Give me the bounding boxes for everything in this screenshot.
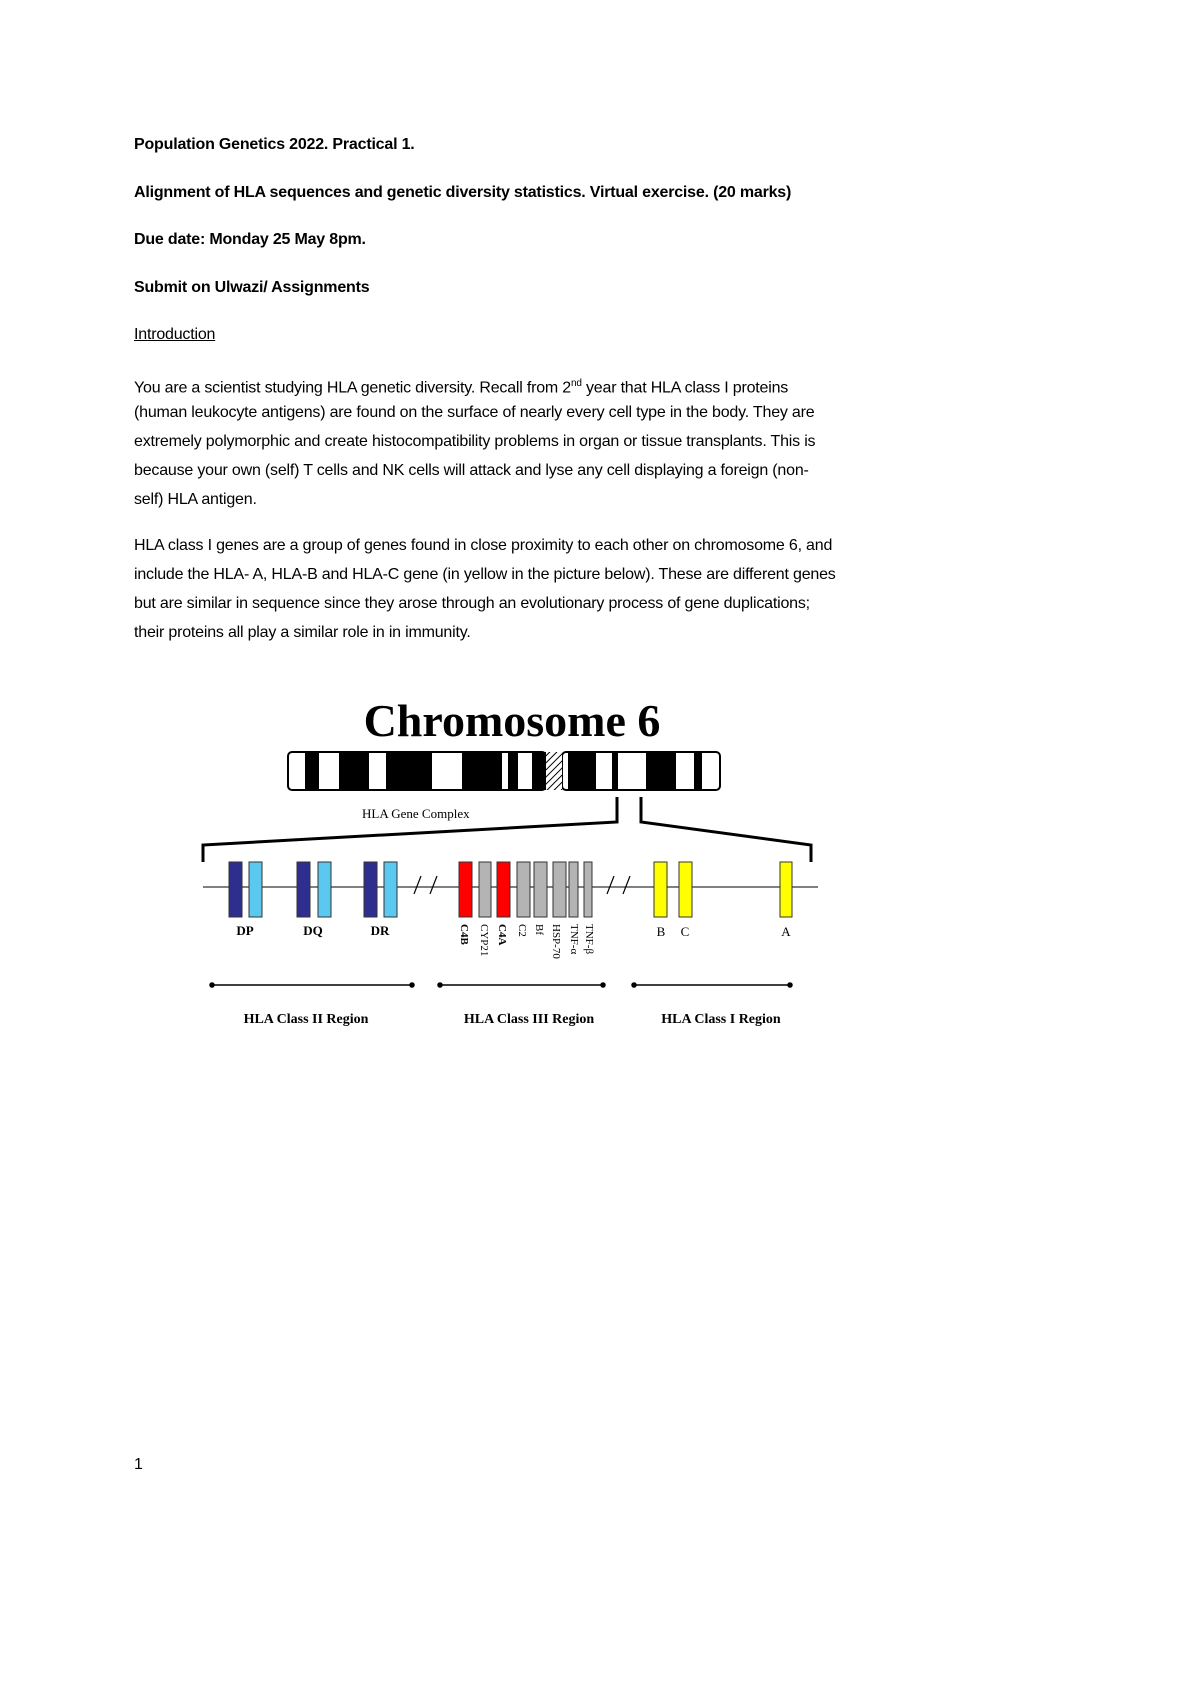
zoom-bracket xyxy=(203,797,811,862)
gene-box-tnf-alpha xyxy=(569,862,578,917)
gene-box-dp-alpha xyxy=(229,862,242,917)
gene-box-dr-beta xyxy=(384,862,397,917)
gene-label-c4a: C4A xyxy=(496,924,508,946)
gene-box-dr-alpha xyxy=(364,862,377,917)
gene-label-cyp21: CYP21 xyxy=(478,924,490,957)
section-heading-introduction: Introduction xyxy=(134,326,216,343)
gene-box-hla-c xyxy=(679,862,692,917)
superscript: nd xyxy=(571,378,582,389)
gene-box-c2 xyxy=(517,862,530,917)
gene-label-tnf-α: TNF-α xyxy=(568,924,580,955)
hla-gene-complex-label: HLA Gene Complex xyxy=(362,806,470,821)
paragraph-line: but are similar in sequence since they arose through an evolutionary process of gene duplications; xyxy=(134,595,810,612)
paragraph-line: (human leukocyte antigens) are found on the surface of nearly every cell type in the body. They are xyxy=(134,404,815,421)
gene-label-dq: DQ xyxy=(303,923,323,938)
submission-info: Submit on Ulwazi/ Assignments xyxy=(134,279,370,296)
paragraph-line: HLA class I genes are a group of genes found in close proximity to each other on chromosome 6, and xyxy=(134,537,833,554)
gene-label-c4b: C4B xyxy=(458,924,470,945)
paragraph-line xyxy=(134,369,815,398)
paragraph-line: extremely polymorphic and create histocompatibility problems in organ or tissue transplants. This is xyxy=(134,433,816,450)
gene-label-b: B xyxy=(656,924,666,939)
region-arrows xyxy=(210,983,792,987)
gene-box-dq-alpha xyxy=(297,862,310,917)
gene-box-bf xyxy=(534,862,547,917)
gene-label-hsp-70: HSP-70 xyxy=(550,924,562,959)
region-label-class-i: HLA Class I Region xyxy=(661,1012,781,1027)
gene-label-tnf-β: TNF-β xyxy=(583,924,595,955)
figure-title: Chromosome 6 xyxy=(363,695,661,746)
gene-box-dp-beta xyxy=(249,862,262,917)
gene-box-c4a xyxy=(497,862,510,917)
gene-box-hla-b xyxy=(654,862,667,917)
gene-box-tnf-beta xyxy=(584,862,592,917)
chromosome-6-diagram xyxy=(0,680,1200,1060)
gene-label-dp: DP xyxy=(236,923,254,938)
gene-label-bf: Bf xyxy=(533,924,545,935)
text: year that HLA class I proteins xyxy=(581,379,789,397)
paragraph-line: include the HLA- A, HLA-B and HLA-C gene (in yellow in the picture below). These are different genes xyxy=(134,566,836,583)
paragraph-line: because your own (self) T cells and NK cells will attack and lyse any cell displaying a foreign (non- xyxy=(134,462,809,479)
document-title: Population Genetics 2022. Practical 1. xyxy=(134,136,415,153)
gene-box-hla-a xyxy=(780,862,792,917)
region-label-class-ii: HLA Class II Region xyxy=(243,1012,369,1027)
gene-box-c4b xyxy=(459,862,472,917)
intro-paragraph-2 xyxy=(134,531,836,647)
chromosome-bar xyxy=(288,752,720,790)
paragraph-line: their proteins all play a similar role in in immunity. xyxy=(134,624,471,641)
document-subtitle: Alignment of HLA sequences and genetic diversity statistics. Virtual exercise. (20 marks) xyxy=(134,184,792,201)
gene-box-dq-beta xyxy=(318,862,331,917)
gene-label-dr: DR xyxy=(370,923,390,938)
gene-box-cyp21 xyxy=(479,862,491,917)
page-number: 1 xyxy=(134,1456,143,1473)
gene-label-a: A xyxy=(781,924,791,939)
intro-paragraph-1 xyxy=(134,369,815,514)
text: You are a scientist studying HLA genetic diversity. Recall from 2 xyxy=(134,379,572,397)
region-label-class-iii: HLA Class III Region xyxy=(463,1012,595,1027)
gene-label-c: C xyxy=(680,924,690,939)
due-date: Due date: Monday 25 May 8pm. xyxy=(134,231,366,248)
gene-label-c2: C2 xyxy=(516,924,528,937)
gene-box-hsp-70 xyxy=(553,862,566,917)
paragraph-line: self) HLA antigen. xyxy=(134,491,257,508)
